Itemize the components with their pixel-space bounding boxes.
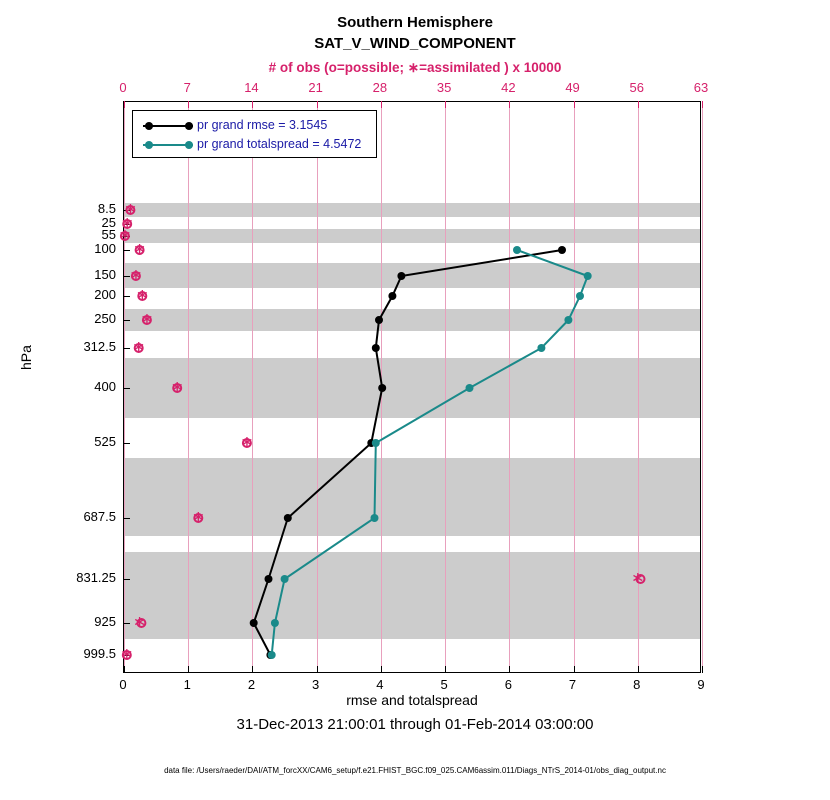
obs-series-2-marker: ∗: [135, 287, 150, 304]
obs-series-2-marker: ∗: [240, 434, 254, 451]
x-tick-label-bottom: 1: [183, 677, 191, 692]
y-tick-label: 925: [94, 614, 116, 629]
y-tick-label: 25: [101, 215, 116, 230]
data-file-caption: data file: /Users/raeder/DAI/ATM_forcXX/CAM6_setup/f.e21.FHIST_BGC.f09_025.CAM6assim.011/Diags_NTrS_2014-01/obs_diag_output.nc: [164, 766, 666, 775]
legend-dot-totalspread-right: [185, 141, 193, 149]
obs-series-2-marker: ∗: [132, 614, 147, 631]
x-tick-label-bottom: 7: [568, 677, 577, 692]
legend: [132, 110, 377, 158]
x-tick-label-top: 63: [693, 80, 709, 95]
series-0-point: [378, 384, 386, 392]
y-tick-label: 687.5: [83, 509, 116, 524]
x-tick-label-bottom: 6: [504, 677, 512, 692]
series-0-point: [372, 344, 380, 352]
series-0-point: [375, 316, 383, 324]
obs-series-2-marker: ∗: [140, 311, 154, 328]
obs-series-2-marker: ∗: [123, 201, 138, 218]
obs-series-2-marker: ∗: [631, 570, 645, 587]
y-tick-label: 525: [94, 434, 116, 449]
legend-label-totalspread: pr grand totalspread = 4.5472: [197, 137, 362, 151]
x-tick-label-top: 7: [183, 80, 191, 95]
obs-series-2-marker: ∗: [118, 227, 132, 244]
obs-series-2-marker: ∗: [129, 267, 143, 284]
obs-series-2-marker: ∗: [131, 339, 146, 356]
y-tick-label: 999.5: [83, 646, 116, 661]
x-tick-bottom: [702, 666, 703, 673]
series-1-point: [466, 384, 474, 392]
legend-dot-rmse-right: [185, 122, 193, 130]
series-1-point: [281, 575, 289, 583]
series-0-point: [284, 514, 292, 522]
obs-series-2-marker: ∗: [170, 379, 184, 396]
series-1-point: [268, 651, 276, 659]
series-1-point: [564, 316, 572, 324]
series-0-point: [388, 292, 396, 300]
plot-area: [118, 101, 701, 673]
obs-series-2-marker: ∗: [132, 241, 147, 258]
x-tick-label-bottom: 5: [440, 677, 448, 692]
x-tick-label-top: 28: [372, 80, 388, 95]
y-tick-label: 200: [94, 287, 116, 302]
series-0-point: [265, 575, 273, 583]
obs-series-2-marker: ∗: [191, 509, 206, 526]
y-tick-label: 831.25: [76, 570, 116, 585]
series-1-point: [372, 439, 380, 447]
date-range-caption: 31-Dec-2013 21:00:01 through 01-Feb-2014 03:00:00: [236, 716, 594, 733]
series-1-point: [271, 619, 279, 627]
y-tick-label: 400: [94, 379, 116, 394]
x-tick-label-top: 14: [244, 80, 259, 95]
gridline-vertical: [702, 102, 703, 672]
series-1-point: [371, 514, 379, 522]
x-tick-label-top: 56: [629, 80, 644, 95]
series-1-point: [513, 246, 521, 254]
x-tick-label-bottom: 0: [119, 677, 127, 692]
y-tick-label: 8.5: [97, 201, 116, 216]
x-tick-label-top: 21: [308, 80, 323, 95]
x-tick-label-top: 49: [565, 80, 580, 95]
legend-dot-totalspread-left: [145, 141, 153, 149]
y-tick-label: 100: [94, 241, 116, 256]
top-axis-title: # of obs (o=possible; ∗=assimilated ) x 10000: [268, 60, 562, 75]
series-1-line: [272, 250, 588, 655]
series-1-point: [537, 344, 545, 352]
legend-item-totalspread: [139, 135, 370, 154]
legend-item-rmse: [139, 116, 370, 135]
chart-title: [0, 12, 830, 54]
series-0-point: [397, 272, 405, 280]
x-tick-label-top: 0: [119, 80, 127, 95]
x-tick-label-bottom: 4: [376, 677, 384, 692]
y-axis-title: hPa: [18, 345, 34, 370]
x-axis-title: rmse and totalspread: [346, 692, 478, 708]
series-layer: [118, 102, 702, 674]
x-tick-label-bottom: 3: [312, 677, 320, 692]
title-line-2: SAT_V_WIND_COMPONENT: [314, 35, 516, 52]
x-tick-label-top: 42: [501, 80, 516, 95]
title-line-1: Southern Hemisphere: [337, 14, 493, 31]
x-tick-label-bottom: 8: [633, 677, 641, 692]
legend-dot-rmse-left: [145, 122, 153, 130]
y-tick-label: 312.5: [83, 339, 116, 354]
series-0-point: [250, 619, 258, 627]
series-1-point: [584, 272, 592, 280]
x-tick-top: [702, 101, 703, 108]
y-tick-label: 55: [101, 227, 116, 242]
x-tick-label-bottom: 9: [697, 677, 705, 692]
obs-series-2-marker: ∗: [120, 646, 134, 663]
legend-label-rmse: pr grand rmse = 3.1545: [197, 118, 328, 132]
obs-series-2-marker: ∗: [120, 215, 134, 232]
series-0-point: [558, 246, 566, 254]
x-tick-label-top: 35: [436, 80, 452, 95]
x-tick-label-bottom: 2: [247, 677, 256, 692]
y-tick-label: 250: [94, 311, 116, 326]
y-tick-label: 150: [94, 267, 116, 282]
series-0-line: [254, 250, 562, 655]
series-1-point: [576, 292, 584, 300]
